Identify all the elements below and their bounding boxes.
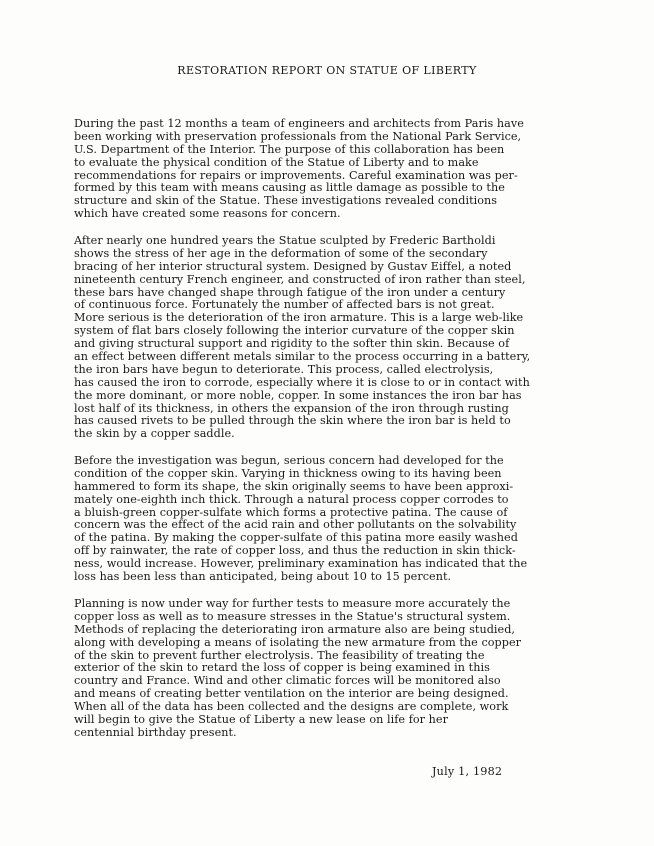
- text-line: to evaluate the physical condition of the Statue of Liberty and to make: [74, 155, 479, 169]
- text-line: and giving structural support and rigidity to the softer thin skin. Because of: [74, 337, 510, 351]
- text-line: of continuous force. Fortunately the number of affected bars is not great.: [74, 298, 495, 312]
- text-line: the skin by a copper saddle.: [74, 427, 235, 441]
- text-line: been working with preservation professionals from the National Park Service,: [74, 129, 522, 143]
- text-line: the iron bars have begun to deteriorate. This process, called electrolysis,: [74, 362, 494, 376]
- text-line: formed by this team with means causing as little damage as possible to the: [74, 181, 505, 195]
- paragraph-2: [74, 235, 604, 441]
- text-line: lost half of its thickness, in others the expansion of the iron through rusting: [74, 401, 509, 415]
- document-title: RESTORATION REPORT ON STATUE OF LIBERTY: [177, 64, 477, 77]
- text-line: along with developing a means of isolating the new armature from the copper: [74, 635, 522, 649]
- text-line: of the patina. By making the copper-sulfate of this patina more easily washed: [74, 531, 518, 545]
- text-line: system of flat bars closely following the interior curvature of the copper skin: [74, 324, 515, 338]
- text-line: Methods of replacing the deteriorating iron armature also are being studied,: [74, 622, 516, 636]
- text-line: copper loss as well as to measure stresses in the Statue's structural system.: [74, 609, 511, 623]
- text-line: ness, would increase. However, preliminary examination has indicated that the: [74, 557, 528, 571]
- text-line: and means of creating better ventilation on the interior are being designed.: [74, 687, 509, 701]
- text-line: condition of the copper skin. Varying in thickness owing to its having been: [74, 466, 502, 480]
- text-line: After nearly one hundred years the Statue sculpted by Frederic Bartholdi: [74, 234, 496, 247]
- text-line: exterior of the skin to retard the loss of copper is being examined in this: [74, 661, 490, 675]
- text-line: which have created some reasons for concern.: [74, 207, 341, 221]
- text-line: of the skin to prevent further electrolysis. The feasibility of treating the: [74, 648, 485, 662]
- text-line: has caused rivets to be pulled through the skin where the iron bar is held to: [74, 414, 511, 428]
- text-line: these bars have changed shape through fatigue of the iron under a century: [74, 285, 506, 299]
- paragraph-3: [74, 455, 604, 584]
- text-line: During the past 12 months a team of engineers and architects from Paris have: [74, 117, 524, 130]
- text-line: When all of the data has been collected and the designs are complete, work: [74, 700, 509, 714]
- text-line: More serious is the deterioration of the iron armature. This is a large web-like: [74, 311, 524, 325]
- text-line: concern was the effect of the acid rain and other pollutants on the solvability: [74, 518, 517, 532]
- text-line: will begin to give the Statue of Liberty a new lease on life for her: [74, 713, 448, 727]
- text-line: mately one-eighth inch thick. Through a natural process copper corrodes to: [74, 492, 509, 506]
- text-line: centennial birthday present.: [74, 725, 237, 739]
- text-line: nineteenth century French engineer, and constructed of iron rather than steel,: [74, 272, 526, 286]
- text-line: Planning is now under way for further tests to measure more accurately the: [74, 597, 511, 610]
- paragraph-4: [74, 598, 604, 740]
- text-line: bracing of her interior structural system. Designed by Gustav Eiffel, a noted: [74, 259, 512, 273]
- paragraph-1: [74, 118, 604, 221]
- text-line: off by rainwater, the rate of copper loss, and thus the reduction in skin thick-: [74, 544, 516, 558]
- text-line: loss has been less than anticipated, being about 10 to 15 percent.: [74, 570, 452, 584]
- text-line: an effect between different metals similar to the process occurring in a battery,: [74, 350, 531, 364]
- text-line: the more dominant, or more noble, copper. In some instances the iron bar has: [74, 388, 522, 402]
- text-line: recommendations for repairs or improvements. Careful examination was per-: [74, 168, 518, 182]
- text-line: has caused the iron to corrode, especially where it is close to or in contact with: [74, 375, 530, 389]
- text-line: country and France. Wind and other climatic forces will be monitored also: [74, 674, 501, 688]
- text-line: a bluish-green copper-sulfate which forms a protective patina. The cause of: [74, 505, 508, 519]
- document-date: July 1, 1982: [432, 765, 503, 778]
- text-line: hammered to form its shape, the skin originally seems to have been approxi-: [74, 479, 514, 493]
- text-line: U.S. Department of the Interior. The purpose of this collaboration has been: [74, 142, 505, 156]
- text-line: structure and skin of the Statue. These investigations revealed conditions: [74, 194, 498, 208]
- text-line: Before the investigation was begun, serious concern had developed for the: [74, 454, 504, 467]
- text-line: shows the stress of her age in the deformation of some of the secondary: [74, 246, 488, 260]
